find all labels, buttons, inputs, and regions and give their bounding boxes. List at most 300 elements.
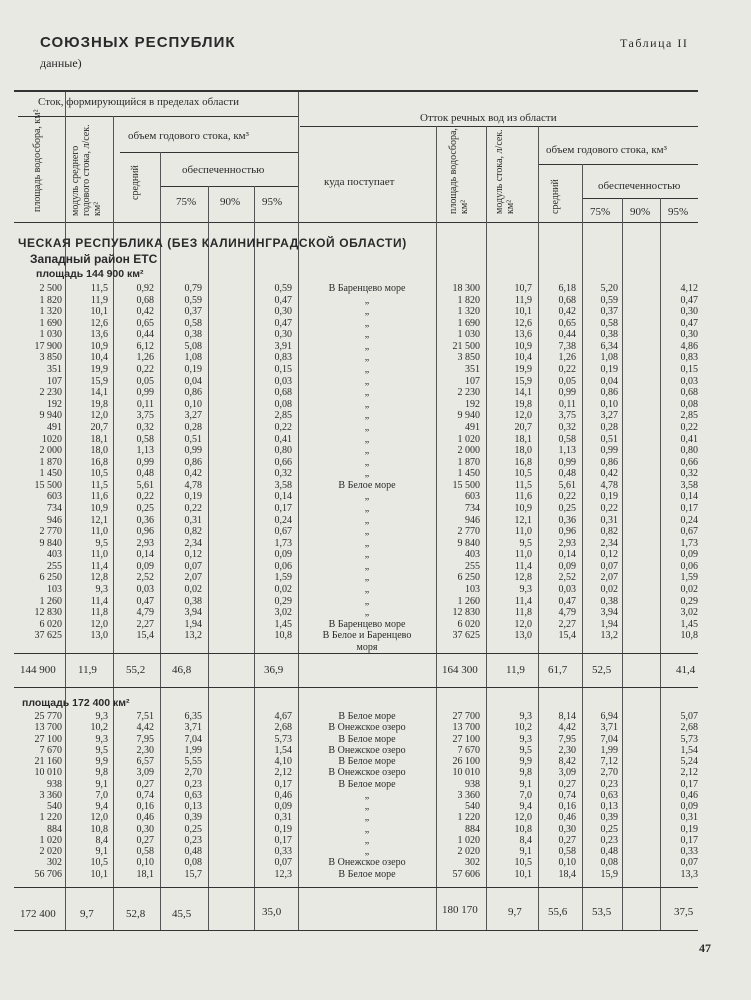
cell-out-modulus: 19,8 [514,398,532,410]
cell-out-p75: 0,38 [600,329,618,341]
cell-mean: 0,44 [136,329,154,341]
cell-modulus: 19,8 [90,398,108,410]
cell-out-mean: 8,14 [558,711,576,722]
cell-out-modulus: 9,3 [519,733,532,745]
cell-destination: „ [364,789,370,801]
table-row [0,869,751,880]
cell-out-modulus: 10,5 [514,468,532,480]
cell-destination: „ [364,317,370,329]
cell-out-modulus: 10,1 [514,306,532,318]
total2-area: 172 400 [20,908,56,920]
cell-out-p95: 0,33 [680,846,698,857]
cell-out-modulus: 9,5 [519,744,532,756]
cell-mean: 1,13 [136,445,154,457]
cell-out-p75: 0,10 [600,398,618,410]
p75-left: 75% [176,196,197,208]
cell-modulus: 11,9 [90,294,108,306]
cell-p95: 0,67 [274,526,292,538]
table-row [0,835,751,846]
cell-out-p75: 0,63 [600,789,618,801]
table-row [0,399,751,411]
cell-mean: 4,42 [136,722,154,734]
cell-out-modulus: 9,3 [519,584,532,596]
cell-out-p95: 0,80 [680,445,698,457]
cell-p95: 1,73 [274,537,292,549]
cell-out-p75: 0,13 [600,801,618,812]
cell-p95: 0,19 [274,823,292,835]
cell-out-mean: 0,32 [558,421,576,433]
cell-p95: 0,46 [274,789,292,801]
cell-out-area: 1 450 [457,468,480,480]
cell-out-area: 938 [465,778,480,790]
cell-area: 1 220 [39,812,62,824]
cell-out-p75: 2,07 [600,572,618,584]
cell-mean: 7,51 [136,711,154,722]
total1-out-mean: 61,7 [548,664,568,676]
cell-p95: 1,59 [274,572,292,584]
cell-p95: 0,03 [274,375,292,387]
cell-out-p95: 0,22 [680,421,698,433]
cell-out-area: 10 010 [452,767,480,779]
cell-out-mean: 0,99 [558,387,576,399]
cell-p95: 0,14 [274,491,292,503]
cell-destination: „ [364,433,370,445]
cell-out-p95: 0,30 [680,329,698,341]
rule [14,930,698,931]
cell-modulus: 18,1 [90,433,108,445]
cell-p75: 0,13 [184,801,202,812]
rule [14,687,698,688]
modulus-header-right: модуль стока, л/сек. км² [494,129,516,214]
cell-out-modulus: 15,9 [514,375,532,387]
cell-p95: 2,12 [274,767,292,779]
cell-area: 2 230 [39,387,62,399]
cell-destination: В Баренцево море [328,283,406,294]
cell-p75: 6,35 [184,711,202,722]
cell-out-modulus: 11,8 [514,607,532,619]
table-row [0,722,751,733]
table-row [0,572,751,584]
cell-out-area: 255 [465,560,480,572]
cell-modulus: 13,0 [90,630,108,642]
cell-destination: „ [364,549,370,561]
cell-out-area: 884 [465,823,480,835]
cell-destination: „ [364,294,370,306]
cell-p95: 0,02 [274,584,292,596]
table-row [0,480,751,492]
cell-mean: 0,10 [136,857,154,869]
cell-out-p75: 0,42 [600,468,618,480]
cell-area: 25 770 [34,711,62,722]
p95-right: 95% [668,206,689,218]
cell-p75: 0,02 [184,584,202,596]
cell-out-mean: 3,75 [558,410,576,422]
cell-p75: 1,08 [184,352,202,364]
cell-out-modulus: 12,0 [514,410,532,422]
cell-area: 938 [47,778,62,790]
cell-p75: 0,59 [184,294,202,306]
cell-mean: 5,61 [136,479,154,491]
cell-destination: „ [364,560,370,572]
cell-destination: В Онежское озеро [328,857,406,869]
rule [582,198,698,199]
cell-out-p75: 0,22 [600,502,618,514]
cell-out-p95: 0,02 [680,584,698,596]
cell-out-p95: 0,46 [680,789,698,801]
cell-area: 302 [47,857,62,869]
cell-modulus: 7,0 [95,789,108,801]
cell-out-modulus: 9,5 [519,537,532,549]
cell-out-mean: 5,61 [558,479,576,491]
cell-p95: 0,22 [274,421,292,433]
cell-out-modulus: 20,7 [514,421,532,433]
cell-out-mean: 2,27 [558,618,576,630]
cell-out-area: 1 020 [457,834,480,846]
cell-modulus: 9,3 [95,584,108,596]
rule [160,186,298,187]
cell-out-p95: 0,24 [680,514,698,526]
cell-out-area: 1 030 [457,329,480,341]
table-row [0,607,751,619]
cell-mean: 0,09 [136,560,154,572]
total1-mean: 55,2 [126,664,146,676]
cell-p75: 7,04 [184,733,202,745]
cell-p95: 0,30 [274,306,292,318]
cell-p95: 0,09 [274,801,292,812]
cell-out-p75: 0,39 [600,812,618,824]
total1-out-p95: 41,4 [676,664,696,676]
cell-out-modulus: 12,0 [514,812,532,824]
cell-out-area: 1 820 [457,294,480,306]
cell-out-mean: 4,42 [558,722,576,734]
cell-destination: В Онежское озеро [328,767,406,779]
cell-p75: 0,39 [184,812,202,824]
cell-mean: 15,4 [136,630,154,642]
cell-out-modulus: 14,1 [514,387,532,399]
table-row [0,642,751,654]
cell-p95: 0,66 [274,456,292,468]
cell-modulus: 11,4 [90,560,108,572]
cell-out-area: 946 [465,514,480,526]
cell-p95: 12,3 [274,868,292,880]
cell-out-area: 3 850 [457,352,480,364]
cell-destination: „ [364,514,370,526]
table-row [0,283,751,295]
cell-destination: „ [364,352,370,364]
total2-p95: 35,0 [262,906,282,918]
cell-area: 7 670 [39,744,62,756]
cell-out-p95: 0,31 [680,812,698,824]
cell-mean: 0,47 [136,595,154,607]
total2-p75: 45,5 [172,908,192,920]
cell-out-p95: 3,02 [680,607,698,619]
total2-mean: 52,8 [126,908,146,920]
cell-out-mean: 1,26 [558,352,576,364]
cell-out-p75: 0,12 [600,549,618,561]
cell-p95: 0,17 [274,834,292,846]
cell-destination: „ [364,364,370,376]
cell-modulus: 14,1 [90,387,108,399]
cell-mean: 0,96 [136,526,154,538]
cell-area: 3 850 [39,352,62,364]
cell-destination: „ [364,502,370,514]
volume-header-right: объем годового стока, км³ [546,144,667,156]
cell-p95: 0,83 [274,352,292,364]
cell-out-p95: 0,09 [680,801,698,812]
cell-p75: 0,63 [184,789,202,801]
cell-out-modulus: 7,0 [519,789,532,801]
cell-modulus: 11,8 [90,607,108,619]
cell-out-area: 491 [465,421,480,433]
cell-out-mean: 0,30 [558,823,576,835]
cell-area: 1 260 [39,595,62,607]
cell-area: 13 700 [34,722,62,734]
cell-out-p95: 0,17 [680,778,698,790]
cell-out-area: 37 625 [452,630,480,642]
p75-right: 75% [590,206,611,218]
cell-p95: 1,54 [274,744,292,756]
cell-p95: 0,59 [274,283,292,294]
cell-p75: 5,08 [184,340,202,352]
cell-p75: 0,37 [184,306,202,318]
table-row [0,422,751,434]
cell-out-p75: 0,02 [600,584,618,596]
cell-p75: 3,71 [184,722,202,734]
cell-out-mean: 1,13 [558,445,576,457]
cell-modulus: 10,9 [90,340,108,352]
destination-header: куда поступает [324,176,395,188]
cell-out-mean: 0,74 [558,789,576,801]
cell-destination: моря [356,641,378,653]
cell-p75: 13,2 [184,630,202,642]
cell-out-modulus: 9,8 [519,767,532,779]
table-number: Таблица II [620,36,689,50]
cell-out-modulus: 9,1 [519,778,532,790]
cell-p75: 0,31 [184,514,202,526]
cell-destination: „ [364,595,370,607]
block2-rows [0,711,751,880]
cell-area: 1 320 [39,306,62,318]
cell-out-p95: 0,15 [680,364,698,376]
page-number: 47 [699,941,711,955]
cell-p95: 4,10 [274,756,292,767]
table-row [0,745,751,756]
cell-out-p95: 0,47 [680,317,698,329]
cell-area: 37 625 [34,630,62,642]
cell-out-area: 15 500 [452,479,480,491]
cell-out-p95: 4,86 [680,340,698,352]
cell-area: 2 500 [39,283,62,294]
block2-area-label: площадь 172 400 км² [22,697,130,709]
cell-modulus: 10,4 [90,352,108,364]
cell-p75: 0,28 [184,421,202,433]
table-row [0,846,751,857]
total2-out-area: 180 170 [442,904,478,916]
cell-modulus: 19,9 [90,364,108,376]
total1-out-p75: 52,5 [592,664,612,676]
cell-area: 1 690 [39,317,62,329]
total2-out-p95: 37,5 [674,906,694,918]
cell-out-area: 351 [465,364,480,376]
cell-out-p95: 2,12 [680,767,698,779]
cell-modulus: 9,1 [95,846,108,857]
cell-area: 946 [47,514,62,526]
table-row [0,364,751,376]
cell-p75: 0,07 [184,560,202,572]
cell-out-modulus: 10,9 [514,340,532,352]
cell-out-mean: 0,96 [558,526,576,538]
region-title: Западный район ЕТС [30,252,158,266]
cell-p75: 3,94 [184,607,202,619]
total1-area: 144 900 [20,664,56,676]
cell-destination: „ [364,329,370,341]
cell-out-p95: 0,06 [680,560,698,572]
cell-p95: 1,45 [274,618,292,630]
cell-modulus: 10,1 [90,306,108,318]
p90-left: 90% [220,196,241,208]
cell-modulus: 10,1 [90,868,108,880]
cell-modulus: 12,6 [90,317,108,329]
cell-area: 12 830 [34,607,62,619]
cell-modulus: 15,9 [90,375,108,387]
cell-p75: 1,94 [184,618,202,630]
cell-out-p75: 0,51 [600,433,618,445]
cell-p75: 0,82 [184,526,202,538]
cell-out-p95: 0,83 [680,352,698,364]
cell-p75: 0,04 [184,375,202,387]
cell-destination: В Белое море [338,778,396,790]
cell-p75: 0,99 [184,445,202,457]
cell-out-modulus: 10,5 [514,857,532,869]
cell-out-p75: 0,07 [600,560,618,572]
cell-out-area: 1 320 [457,306,480,318]
cell-mean: 0,32 [136,421,154,433]
cell-area: 107 [47,375,62,387]
header-top-rule [14,90,698,92]
cell-mean: 0,25 [136,502,154,514]
cell-out-modulus: 10,9 [514,502,532,514]
table-row [0,515,751,527]
cell-destination: В Белое море [338,756,396,767]
cell-out-p75: 0,86 [600,456,618,468]
cell-mean: 0,58 [136,846,154,857]
cell-mean: 2,30 [136,744,154,756]
cell-destination: В Белое море [338,479,396,491]
cell-p75: 0,38 [184,595,202,607]
cell-area: 6 020 [39,618,62,630]
cell-p75: 0,42 [184,468,202,480]
cell-modulus: 8,4 [95,834,108,846]
cell-out-mean: 0,05 [558,375,576,387]
cell-out-area: 192 [465,398,480,410]
cell-p95: 4,67 [274,711,292,722]
cell-modulus: 13,6 [90,329,108,341]
cell-destination: „ [364,572,370,584]
cell-out-modulus: 12,6 [514,317,532,329]
cell-area: 10 010 [34,767,62,779]
cell-out-mean: 0,11 [558,398,576,410]
cell-p75: 0,23 [184,778,202,790]
cell-p95: 5,73 [274,733,292,745]
cell-out-modulus: 10,2 [514,722,532,734]
cell-out-p95: 2,68 [680,722,698,734]
cell-out-mean: 0,36 [558,514,576,526]
cell-out-p75: 1,99 [600,744,618,756]
cell-area: 1020 [42,433,62,445]
cell-p95: 0,17 [274,778,292,790]
cell-out-area: 302 [465,857,480,869]
cell-out-p75: 0,82 [600,526,618,538]
cell-mean: 0,58 [136,433,154,445]
cell-mean: 0,99 [136,387,154,399]
cell-out-p75: 0,08 [600,857,618,869]
cell-out-mean: 2,93 [558,537,576,549]
table-row [0,824,751,835]
table-row [0,341,751,353]
cell-area: 9 940 [39,410,62,422]
cell-out-modulus: 19,9 [514,364,532,376]
cell-modulus: 11,5 [90,283,108,294]
cell-destination: „ [364,537,370,549]
table-row [0,734,751,745]
cell-destination: В Белое и Баренцево [322,630,412,642]
cell-out-mean: 0,25 [558,502,576,514]
cell-p75: 0,22 [184,502,202,514]
cell-out-p95: 13,3 [680,868,698,880]
cell-mean: 0,74 [136,789,154,801]
cell-out-area: 403 [465,549,480,561]
cell-out-modulus: 10,8 [514,823,532,835]
cell-p95: 0,30 [274,329,292,341]
cell-modulus: 10,5 [90,468,108,480]
cell-out-p95: 0,66 [680,456,698,468]
cell-mean: 0,14 [136,549,154,561]
cell-out-mean: 0,09 [558,560,576,572]
cell-out-p95: 0,07 [680,857,698,869]
cell-destination: „ [364,468,370,480]
cell-modulus: 11,0 [90,526,108,538]
table-row [0,767,751,778]
cell-p75: 5,55 [184,756,202,767]
cell-mean: 2,93 [136,537,154,549]
volume-header-left: объем годового стока, км³ [128,130,249,142]
cell-mean: 0,27 [136,778,154,790]
cell-out-area: 1 690 [457,317,480,329]
cell-out-modulus: 10,1 [514,868,532,880]
block1-area-label: площадь 144 900 км² [36,268,144,280]
republic-title: ЧЕСКАЯ РЕСПУБЛИКА (БЕЗ КАЛИНИНГРАДСКОЙ ОБЛАСТИ) [18,236,407,250]
cell-p95: 0,68 [274,387,292,399]
cell-out-area: 6 020 [457,618,480,630]
cell-destination: „ [364,340,370,352]
cell-out-p75: 0,59 [600,294,618,306]
cell-out-area: 9 840 [457,537,480,549]
table-row [0,491,751,503]
cell-out-mean: 0,22 [558,491,576,503]
table-row [0,295,751,307]
cell-out-p95: 0,19 [680,823,698,835]
table-row [0,376,751,388]
cell-out-area: 1 870 [457,456,480,468]
table-row [0,318,751,330]
cell-out-p95: 1,54 [680,744,698,756]
cell-mean: 3,09 [136,767,154,779]
cell-p95: 0,47 [274,317,292,329]
cell-p95: 0,31 [274,812,292,824]
cell-mean: 0,46 [136,812,154,824]
cell-destination: „ [364,398,370,410]
cell-modulus: 9,1 [95,778,108,790]
